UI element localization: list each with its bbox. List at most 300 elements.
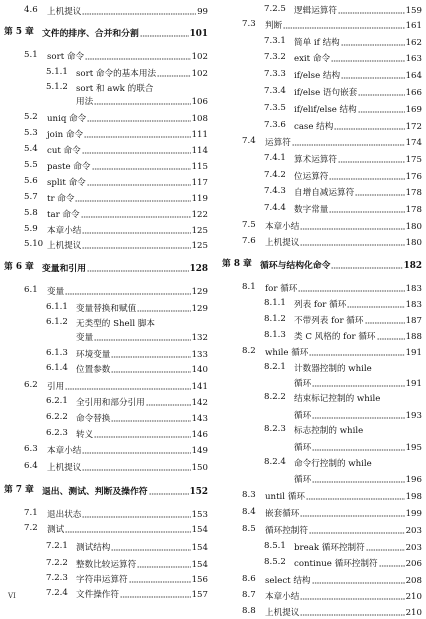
toc-entry[interactable] (218, 489, 422, 503)
toc-entry[interactable] (218, 376, 422, 390)
toc-entry-number: 5.10 (24, 239, 44, 249)
toc-entry-number: 8.1.1 (264, 298, 286, 308)
toc-page-number: 157 (191, 590, 208, 600)
toc-entry-title: 变量 (76, 333, 94, 343)
dot-leader (292, 138, 405, 146)
dot-leader (331, 54, 405, 62)
toc-entry-number: 7.2.1 (46, 541, 68, 551)
toc-entry-number: 8.1.2 (264, 314, 286, 324)
dot-leader (331, 261, 402, 269)
toc-entry[interactable] (218, 556, 422, 570)
toc-entry[interactable] (0, 175, 208, 189)
toc-entry-title: 变量和引用 (42, 264, 86, 274)
toc-page-number: 102 (191, 52, 208, 62)
toc-entry[interactable] (218, 35, 422, 49)
toc-entry-number: 8.6 (242, 574, 256, 584)
toc-entry-number: 8.1 (242, 282, 256, 292)
toc-entry-number: 7.2.5 (264, 4, 286, 14)
toc-page-number: 208 (405, 576, 422, 586)
toc-entry-number: 6.1 (24, 285, 38, 295)
dot-leader (298, 284, 404, 292)
toc-entry[interactable] (0, 4, 208, 18)
toc-entry-title: cut 命令 (47, 146, 81, 156)
toc-entry-title: 循环 (294, 475, 312, 485)
toc-page-number: 114 (191, 146, 208, 156)
toc-entry-title: 退出、测试、判断及操作符 (42, 487, 148, 497)
toc-entry[interactable] (218, 68, 422, 82)
toc-entry[interactable] (0, 330, 208, 344)
toc-entry-number: 6.2.3 (46, 428, 68, 438)
toc-entry-number: 7.2 (24, 523, 38, 533)
toc-chapter-row[interactable] (0, 261, 208, 275)
toc-entry-number: 5.7 (24, 192, 38, 202)
dot-leader (92, 162, 191, 170)
toc-entry-number: 5.1.2 (46, 82, 68, 92)
toc-entry-number: 5.8 (24, 208, 38, 218)
toc-entry[interactable] (218, 85, 422, 99)
dot-leader (87, 178, 191, 186)
toc-entry[interactable] (218, 18, 422, 32)
dot-leader (87, 114, 190, 122)
page-folio: VI (8, 592, 16, 600)
toc-entry[interactable] (218, 202, 422, 216)
toc-entry-title: 计数器控制的 while (294, 364, 372, 374)
toc-entry-title: paste 命令 (47, 162, 91, 172)
toc-entry-number: 8.1.3 (264, 330, 286, 340)
dot-leader (329, 205, 404, 213)
toc-entry[interactable] (218, 329, 422, 343)
toc-entry-title: 命令行控制的 while (294, 459, 372, 469)
toc-page-number: 159 (405, 6, 422, 16)
toc-entry[interactable] (0, 191, 208, 205)
toc-entry[interactable] (218, 440, 422, 454)
toc-page-number: 162 (405, 38, 422, 48)
toc-chapter-row[interactable] (218, 258, 422, 272)
dot-leader (309, 526, 405, 534)
dot-leader (377, 332, 405, 340)
toc-entry-number: 6.1.3 (46, 348, 68, 358)
toc-entry-title: 测试 (47, 525, 65, 535)
toc-entry-number: 7.2.2 (46, 558, 68, 568)
toc-entry-title: 上机提议 (265, 238, 300, 248)
dot-leader (312, 411, 404, 419)
dot-leader (82, 226, 190, 234)
toc-page-number: 129 (191, 287, 208, 297)
toc-page-number: 125 (191, 241, 208, 251)
toc-page-number: 172 (405, 122, 422, 132)
toc-entry-title: sort 命令的基本用法 (76, 69, 157, 79)
toc-page-number: 142 (191, 398, 208, 408)
dot-leader (300, 608, 404, 616)
dot-leader (347, 300, 404, 308)
toc-entry-title: 测试结构 (76, 543, 111, 553)
toc-entry-number: 5.1.1 (46, 67, 68, 77)
toc-page-number: 206 (405, 559, 422, 569)
toc-entry[interactable] (0, 362, 208, 376)
dot-leader (65, 525, 190, 533)
toc-page-number: 99 (197, 7, 208, 17)
toc-entry[interactable] (218, 423, 422, 437)
toc-entry-number: 8.2.3 (264, 424, 286, 434)
toc-entry[interactable] (0, 66, 208, 80)
toc-entry-number: 4.6 (24, 5, 38, 15)
toc-entry-title: 数字常量 (294, 205, 329, 215)
dot-leader (87, 264, 189, 272)
toc-entry-number: 7.3.1 (264, 36, 286, 46)
toc-entry-title: 列表 for 循环 (294, 300, 347, 310)
toc-page-number: 193 (405, 411, 422, 421)
toc-entry-number: 6.1.1 (46, 302, 68, 312)
toc-entry-title: 变量替换和赋值 (76, 304, 137, 314)
toc-page-number: 143 (191, 414, 208, 424)
dot-leader (137, 560, 190, 568)
toc-entry-number: 7.3.4 (264, 86, 286, 96)
dot-leader (137, 304, 190, 312)
toc-entry-title: 文件操作符 (76, 590, 119, 600)
toc-page-number: 183 (405, 284, 422, 294)
toc-entry-title: 结束标记控制的 while (294, 394, 381, 404)
dot-leader (82, 510, 190, 518)
toc-entry-number: 8.5.1 (264, 541, 286, 551)
toc-page-number: 119 (191, 194, 208, 204)
dot-leader (82, 7, 196, 15)
toc-entry-title: for 循环 (265, 284, 298, 294)
toc-entry-title: 上机提议 (47, 7, 82, 17)
dot-leader (120, 590, 191, 598)
toc-entry[interactable] (218, 313, 422, 327)
toc-entry-number: 7.1 (24, 508, 38, 518)
toc-entry-title: 引用 (47, 382, 65, 392)
toc-entry-number: 5.5 (24, 160, 38, 170)
toc-entry-title: 标志控制的 while (294, 426, 364, 436)
toc-entry-number: 8.2.4 (264, 457, 286, 467)
toc-entry[interactable] (0, 223, 208, 237)
toc-page-number: 125 (191, 226, 208, 236)
dot-leader (338, 155, 405, 163)
toc-entry-number: 5.2 (24, 112, 38, 122)
toc-entry-title: join 命令 (47, 130, 84, 140)
toc-entry-number: 7.6 (242, 236, 256, 246)
toc-chapter-row[interactable] (0, 26, 208, 40)
toc-entry-number: 8.3 (242, 490, 256, 500)
toc-entry-title: sort 和 awk 的联合 (76, 84, 154, 94)
toc-entry[interactable] (0, 127, 208, 141)
toc-entry-number: 5.4 (24, 144, 38, 154)
toc-entry[interactable] (0, 159, 208, 173)
toc-entry[interactable] (0, 81, 208, 95)
dot-leader (355, 188, 404, 196)
toc-entry[interactable] (218, 169, 422, 183)
toc-entry[interactable] (0, 443, 208, 457)
toc-entry-title: 本章小结 (265, 592, 300, 602)
dot-leader (300, 222, 404, 230)
toc-entry-title: tr 命令 (47, 194, 75, 204)
toc-entry-title: 简单 if 结构 (294, 38, 340, 48)
toc-page-number: 169 (405, 105, 422, 115)
toc-entry-number: 7.4.2 (264, 170, 286, 180)
dot-leader (81, 210, 191, 218)
toc-entry-title: 环境变量 (76, 350, 111, 360)
toc-entry-title: 上机提议 (47, 463, 82, 473)
toc-page-number: 188 (405, 332, 422, 342)
toc-entry[interactable] (0, 284, 208, 298)
toc-entry-number: 6.3 (24, 444, 38, 454)
toc-entry-number: 第 7 章 (4, 485, 34, 495)
toc-entry-title: 类 C 风格的 for 循环 (294, 332, 376, 342)
toc-entry[interactable] (0, 49, 208, 63)
toc-entry-number: 5.6 (24, 176, 38, 186)
toc-entry[interactable] (218, 185, 422, 199)
toc-entry[interactable] (0, 411, 208, 425)
toc-page-number: 180 (405, 238, 422, 248)
toc-entry-number: 5.9 (24, 224, 38, 234)
toc-page-number: 203 (405, 526, 422, 536)
dot-leader (283, 21, 404, 29)
toc-entry-title: 运算符 (265, 138, 291, 148)
toc-entry[interactable] (0, 522, 208, 536)
toc-entry[interactable] (218, 573, 422, 587)
toc-entry-title: 本章小结 (47, 226, 82, 236)
toc-entry-number: 7.2.3 (46, 573, 68, 583)
dot-leader (334, 122, 404, 130)
toc-entry-title: continue 循环控制符 (294, 559, 378, 569)
dot-leader (312, 576, 405, 584)
dot-leader (65, 287, 190, 295)
toc-page-number: 152 (189, 487, 208, 497)
dot-leader (365, 316, 405, 324)
toc-entry-title: select 结构 (265, 576, 311, 586)
toc-entry-title: 循环 (294, 411, 312, 421)
toc-entry[interactable] (0, 460, 208, 474)
toc-entry-number: 8.4 (242, 507, 256, 517)
dot-leader (341, 71, 405, 79)
toc-entry-title: 命令替换 (76, 414, 111, 424)
toc-page-number: 122 (191, 210, 208, 220)
toc-entry-title: 变量 (47, 287, 65, 297)
toc-page-number: 141 (191, 382, 208, 392)
toc-entry-number: 第 5 章 (4, 27, 34, 37)
toc-entry[interactable] (0, 238, 208, 252)
toc-entry[interactable] (218, 391, 422, 405)
toc-page-number: 199 (405, 509, 422, 519)
toc-page-number: 154 (191, 543, 208, 553)
toc-entry-number: 7.3.3 (264, 69, 286, 79)
toc-entry[interactable] (0, 395, 208, 409)
toc-entry-title: 不带列表 for 循环 (294, 316, 364, 326)
toc-page-number: 102 (191, 69, 208, 79)
dot-leader (300, 592, 404, 600)
toc-page-number: 183 (405, 300, 422, 310)
toc-page-number: 191 (405, 348, 422, 358)
toc-entry-title: 循环控制符 (265, 526, 308, 536)
toc-entry-title: sort 命令 (47, 52, 85, 62)
toc-entry[interactable] (218, 297, 422, 311)
toc-entry[interactable] (218, 152, 422, 166)
toc-entry[interactable] (0, 572, 208, 586)
dot-leader (94, 333, 190, 341)
toc-entry[interactable] (0, 379, 208, 393)
toc-entry[interactable] (0, 507, 208, 521)
toc-entry-number: 7.5 (242, 220, 256, 230)
dot-leader (366, 543, 405, 551)
dot-leader (75, 194, 190, 202)
toc-entry[interactable] (0, 111, 208, 125)
dot-leader (82, 146, 191, 154)
toc-entry-title: 循环 (294, 443, 312, 453)
toc-entry[interactable] (0, 347, 208, 361)
toc-entry[interactable] (218, 361, 422, 375)
toc-entry-number: 6.2 (24, 380, 38, 390)
toc-entry-title: 算术运算符 (294, 155, 337, 165)
toc-page-number: 182 (403, 261, 422, 271)
dot-leader (157, 69, 191, 77)
dot-leader (358, 88, 404, 96)
toc-entry[interactable] (218, 408, 422, 422)
toc-entry-title: if/elif/else 结构 (294, 105, 357, 115)
toc-page-number: 115 (191, 162, 208, 172)
toc-entry-title: uniq 命令 (47, 114, 87, 124)
toc-page-number: 132 (191, 333, 208, 343)
toc-entry-number: 第 6 章 (4, 262, 34, 272)
toc-page-number: 154 (191, 525, 208, 535)
dot-leader (358, 105, 405, 113)
toc-entry[interactable] (0, 301, 208, 315)
toc-page-number: 195 (405, 443, 422, 453)
toc-entry[interactable] (0, 94, 208, 108)
toc-page-number: 198 (405, 492, 422, 502)
dot-leader (300, 238, 404, 246)
toc-page-number: 166 (405, 88, 422, 98)
dot-leader (84, 130, 191, 138)
toc-chapter-row[interactable] (0, 484, 208, 498)
dot-leader (149, 487, 189, 495)
toc-page-number: 156 (191, 575, 208, 585)
dot-leader (65, 382, 190, 390)
toc-entry[interactable] (218, 51, 422, 65)
dot-leader (111, 414, 190, 422)
toc-entry[interactable] (218, 506, 422, 520)
toc-entry-title: 上机提议 (265, 608, 300, 618)
toc-entry-title: 退出状态 (47, 510, 82, 520)
toc-entry[interactable] (218, 456, 422, 470)
toc-page-number: 164 (405, 71, 422, 81)
toc-entry-title: 无类型的 Shell 脚本 (76, 319, 156, 329)
toc-page-number: 128 (189, 264, 208, 274)
toc-entry-number: 7.3.5 (264, 103, 286, 113)
toc-entry[interactable] (218, 523, 422, 537)
toc-entry-title: until 循环 (265, 492, 305, 502)
toc-page-number: 149 (191, 446, 208, 456)
toc-entry-title: 循环 (294, 379, 312, 389)
toc-entry-title: while 循环 (265, 348, 309, 358)
toc-entry[interactable] (218, 472, 422, 486)
toc-entry-title: 判断 (265, 21, 283, 31)
toc-entry-number: 7.4.1 (264, 153, 286, 163)
toc-entry-number: 6.2.2 (46, 412, 68, 422)
dot-leader (111, 350, 190, 358)
toc-page-number: 210 (405, 592, 422, 602)
toc-entry-number: 6.2.1 (46, 396, 68, 406)
toc-page-number: 187 (405, 316, 422, 326)
toc-page-number: 163 (405, 54, 422, 64)
toc-entry[interactable] (0, 587, 208, 601)
toc-entry[interactable] (218, 3, 422, 17)
toc-entry-number: 5.1 (24, 50, 38, 60)
dot-leader (82, 463, 190, 471)
toc-entry[interactable] (0, 540, 208, 554)
toc-entry[interactable] (218, 135, 422, 149)
toc-entry-number: 8.7 (242, 590, 256, 600)
toc-entry[interactable] (218, 605, 422, 619)
toc-entry-title: 本章小结 (265, 222, 300, 232)
toc-page-number: 180 (405, 222, 422, 232)
dot-leader (341, 38, 405, 46)
toc-entry[interactable] (218, 219, 422, 233)
dot-leader (111, 543, 190, 551)
toc-entry-title: 逻辑运算符 (294, 6, 337, 16)
toc-entry-number: 8.2.1 (264, 362, 286, 372)
toc-entry[interactable] (0, 427, 208, 441)
toc-entry[interactable] (218, 102, 422, 116)
toc-page-number: 108 (191, 114, 208, 124)
toc-entry[interactable] (0, 557, 208, 571)
toc-entry[interactable] (0, 207, 208, 221)
toc-page-number: 117 (191, 178, 208, 188)
toc-entry[interactable] (0, 316, 208, 330)
toc-page-number: 178 (405, 205, 422, 215)
toc-entry-number: 5.3 (24, 128, 38, 138)
toc-entry-number: 6.1.2 (46, 317, 68, 327)
toc-entry[interactable] (0, 143, 208, 157)
toc-entry[interactable] (218, 540, 422, 554)
toc-page-number: 176 (405, 172, 422, 182)
toc-entry-number: 8.2.2 (264, 392, 286, 402)
toc-entry[interactable] (218, 345, 422, 359)
toc-page-number: 196 (405, 475, 422, 485)
dot-leader (146, 398, 191, 406)
toc-entry-number: 6.4 (24, 461, 38, 471)
toc-page-number: 140 (191, 365, 208, 375)
toc-entry-title: split 命令 (47, 178, 86, 188)
toc-entry-title: 文件的排序、合并和分割 (42, 29, 139, 39)
dot-leader (111, 365, 190, 373)
toc-entry-title: if/else 结构 (294, 71, 341, 81)
toc-entry[interactable] (218, 281, 422, 295)
toc-entry[interactable] (218, 119, 422, 133)
toc-entry-number: 7.3 (242, 19, 256, 29)
dot-leader (329, 172, 404, 180)
dot-leader (82, 241, 190, 249)
toc-entry-number: 7.3.6 (264, 120, 286, 130)
toc-entry-number: 8.2 (242, 346, 256, 356)
toc-entry-title: 用法 (76, 97, 94, 107)
toc-page-number: 191 (405, 379, 422, 389)
toc-entry-number: 7.4.4 (264, 203, 286, 213)
toc-entry-title: if/else 语句嵌套 (294, 88, 358, 98)
toc-entry-title: exit 命令 (294, 54, 331, 64)
toc-entry-title: case 结构 (294, 122, 334, 132)
toc-entry-title: tar 命令 (47, 210, 80, 220)
toc-entry-title: 嵌套循环 (265, 509, 300, 519)
dot-leader (309, 348, 404, 356)
toc-entry[interactable] (218, 235, 422, 249)
dot-leader (379, 559, 405, 567)
dot-leader (312, 443, 404, 451)
toc-entry-title: 循环与结构化命令 (260, 261, 331, 271)
toc-page-number: 133 (191, 350, 208, 360)
toc-page-number: 153 (191, 510, 208, 520)
toc-entry-number: 8.8 (242, 606, 256, 616)
